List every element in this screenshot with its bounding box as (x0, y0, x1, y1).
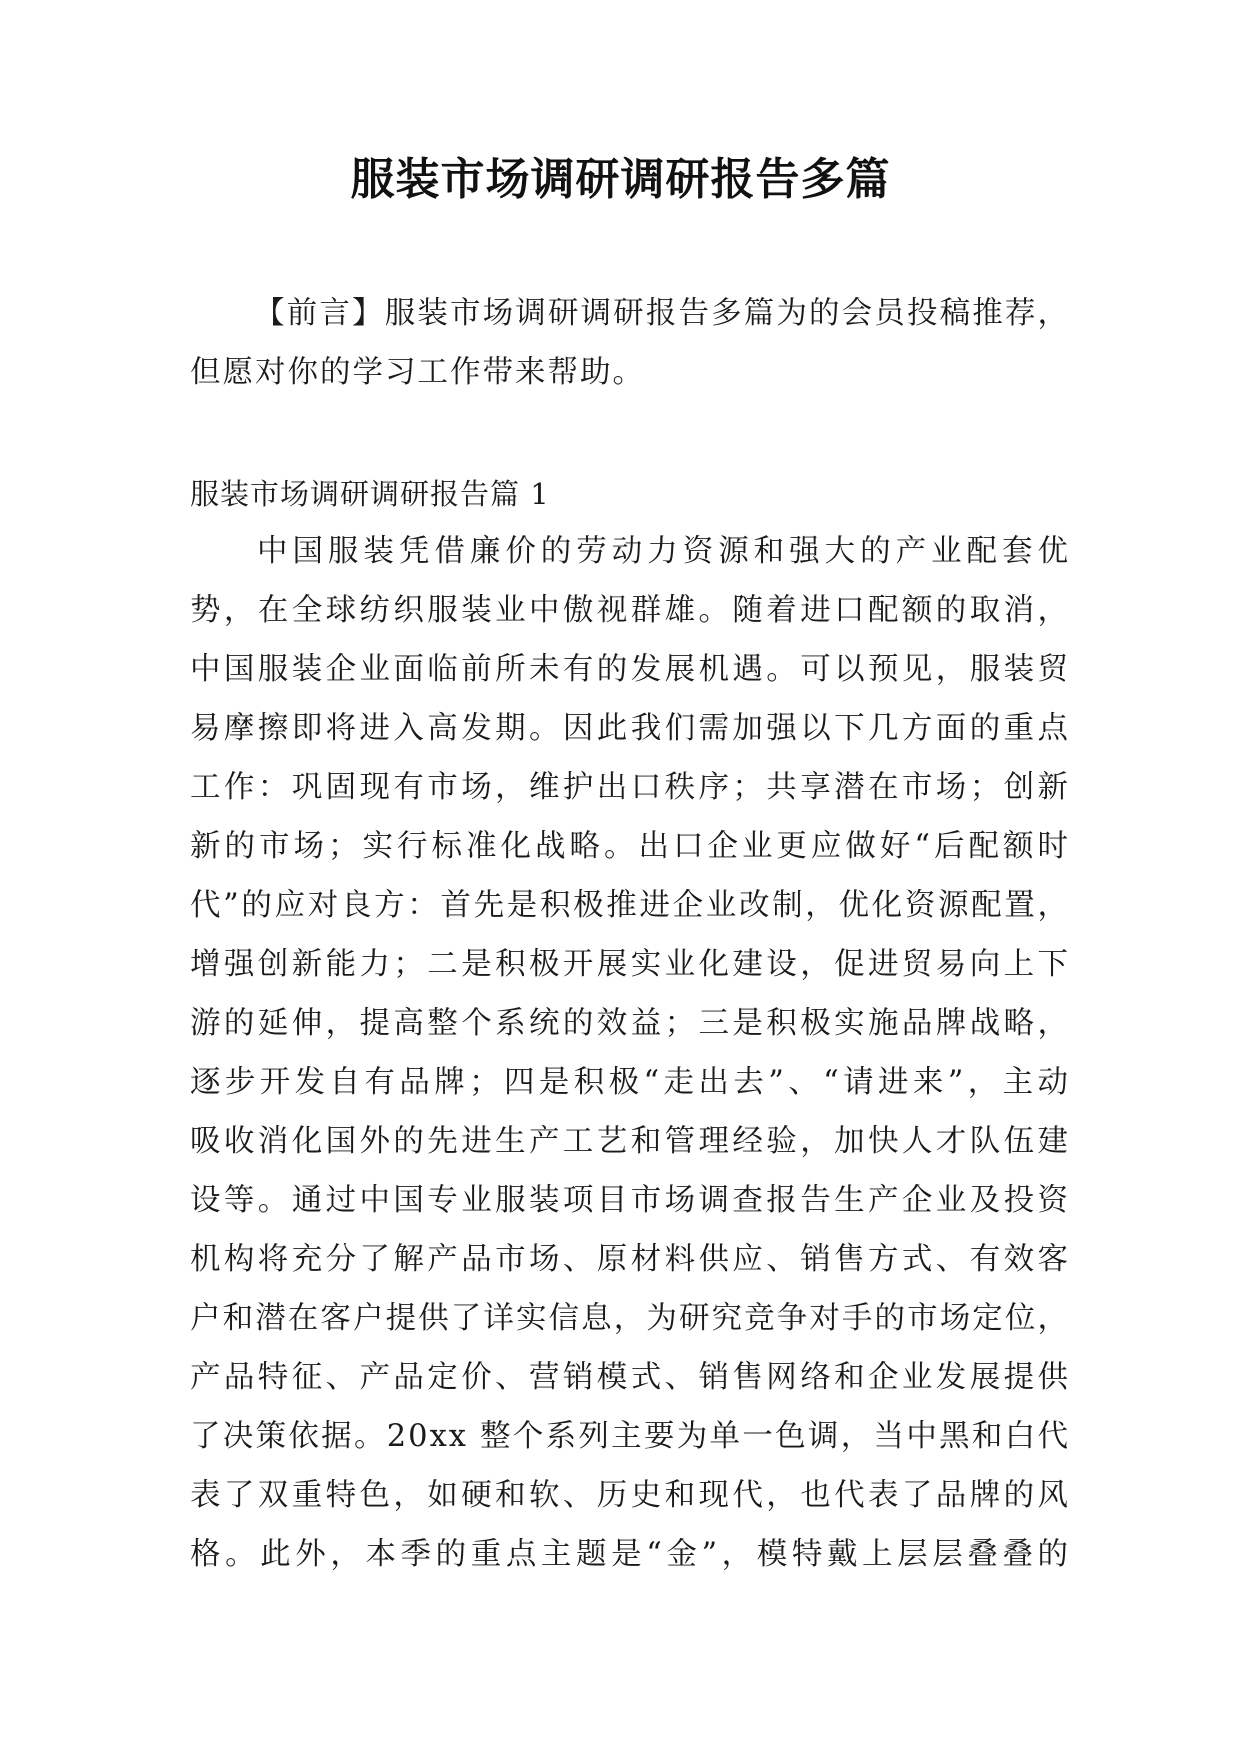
paragraph-line: 势，在全球纺织服装业中傲视群雄。随着进口配额的取消， (190, 593, 1070, 628)
preface-paragraph (190, 284, 1070, 402)
paragraph-line: 设等。通过中国专业服装项目市场调查报告生产企业及投资 (190, 1183, 1070, 1218)
paragraph-line: 逐步开发自有品牌；四是积极“走出去”、“请进来”，主动 (190, 1065, 1070, 1100)
paragraph-line: 机构将充分了解产品市场、原材料供应、销售方式、有效客 (190, 1242, 1070, 1277)
paragraph-line: 表了双重特色，如硬和软、历史和现代，也代表了品牌的风 (190, 1478, 1070, 1513)
paragraph-line: 户和潜在客户提供了详实信息，为研究竞争对手的市场定位， (190, 1301, 1070, 1336)
paragraph-line: 代”的应对良方：首先是积极推进企业改制，优化资源配置， (190, 888, 1070, 923)
paragraph-line: 中国服装企业面临前所未有的发展机遇。可以预见，服装贸 (190, 652, 1070, 687)
preface-line-1: 【前言】服装市场调研调研报告多篇为的会员投稿推荐， (254, 296, 1070, 331)
paragraph-line: 了决策依据。20xx 整个系列主要为单一色调，当中黑和白代 (190, 1419, 1070, 1454)
preface-line-2: 但愿对你的学习工作带来帮助。 (190, 355, 645, 390)
paragraph-line: 吸收消化国外的先进生产工艺和管理经验，加快人才队伍建 (190, 1124, 1070, 1159)
paragraph-line: 格。此外，本季的重点主题是“金”，模特戴上层层叠叠的 (190, 1537, 1070, 1572)
paragraph-line: 游的延伸，提高整个系统的效益；三是积极实施品牌战略， (190, 1006, 1070, 1041)
paragraph-line: 产品特征、产品定价、营销模式、销售网络和企业发展提供 (190, 1360, 1070, 1395)
paragraph-line: 工作：巩固现有市场，维护出口秩序；共享潜在市场；创新 (190, 770, 1070, 805)
section-heading: 服装市场调研调研报告篇 1 (190, 477, 550, 511)
body-paragraph (190, 522, 1070, 1584)
paragraph-line: 易摩擦即将进入高发期。因此我们需加强以下几方面的重点 (190, 711, 1070, 746)
document-title: 服装市场调研调研报告多篇 (350, 154, 891, 205)
paragraph-line: 中国服装凭借廉价的劳动力资源和强大的产业配套优 (254, 534, 1070, 569)
paragraph-line: 新的市场；实行标准化战略。出口企业更应做好“后配额时 (190, 829, 1070, 864)
paragraph-line: 增强创新能力；二是积极开展实业化建设，促进贸易向上下 (190, 947, 1070, 982)
